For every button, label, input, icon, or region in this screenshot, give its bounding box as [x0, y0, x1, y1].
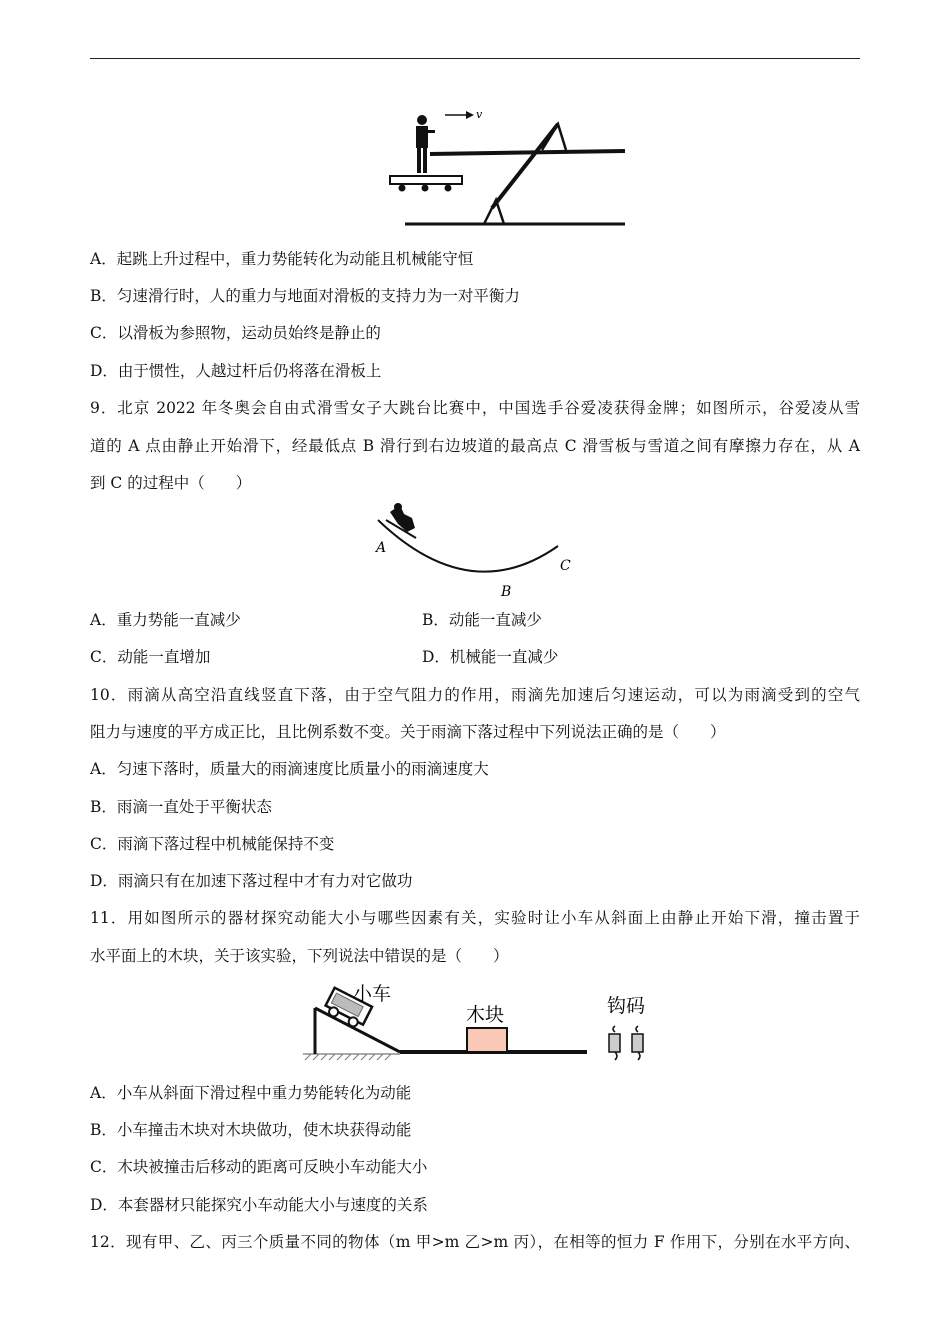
q9-stem-line1: 9．北京 2022 年冬奥会自由式滑雪女子大跳台比赛中，中国选手谷爱凌获得金牌；如图所示，谷爱凌从雪	[90, 399, 860, 417]
incline-cart-figure	[295, 978, 665, 1070]
q8-option-a: A．起跳上升过程中，重力势能转化为动能且机械能守恒	[90, 250, 474, 268]
q8-option-c: C．以滑板为参照物，运动员始终是静止的	[90, 324, 381, 342]
block-label: 木块	[466, 1004, 505, 1026]
q8-option-b: B．匀速滑行时，人的重力与地面对滑板的支持力为一对平衡力	[90, 287, 520, 305]
q11-option-d: D．本套器材只能探究小车动能大小与速度的关系	[90, 1196, 428, 1214]
q11-option-c: C．木块被撞击后移动的距离可反映小车动能大小	[90, 1158, 428, 1176]
q10-option-b: B．雨滴一直处于平衡状态	[90, 798, 272, 816]
q11-stem-line1: 11．用如图所示的器材探究动能大小与哪些因素有关，实验时让小车从斜面上由静止开始下滑，撞击置于	[90, 909, 860, 927]
q9-option-b: B．动能一直减少	[422, 611, 542, 629]
velocity-label: v	[476, 108, 483, 121]
q10-option-a: A．匀速下落时，质量大的雨滴速度比质量小的雨滴速度大	[90, 760, 489, 778]
q12-stem-line1: 12．现有甲、乙、丙三个质量不同的物体（m 甲>m 乙>m 丙），在相等的恒力 F 作用下，分别在水平方向、	[90, 1233, 860, 1251]
q11-option-b: B．小车撞击木块对木块做功，使木块获得动能	[90, 1121, 412, 1139]
q10-stem-line1: 10．雨滴从高空沿直线竖直下落，由于空气阻力的作用，雨滴先加速后匀速运动，可以为雨滴受到的空气	[90, 686, 860, 704]
q11-stem-line2: 水平面上的木块，关于该实验，下列说法中错误的是（ ）	[90, 947, 509, 965]
q10-stem-line2: 阻力与速度的平方成正比，且比例系数不变。关于雨滴下落过程中下列说法正确的是（ ）	[90, 723, 726, 741]
q10-option-c: C．雨滴下落过程中机械能保持不变	[90, 835, 335, 853]
point-b-label: B	[501, 584, 512, 600]
q9-option-d: D．机械能一直减少	[422, 648, 559, 666]
q11-option-a: A．小车从斜面下滑过程中重力势能转化为动能	[90, 1084, 412, 1102]
q9-stem-line3: 到 C 的过程中（ ）	[90, 474, 252, 492]
q9-option-a: A．重力势能一直减少	[90, 611, 241, 629]
ski-slope-figure	[360, 498, 590, 603]
q10-option-d: D．雨滴只有在加速下落过程中才有力对它做功	[90, 872, 413, 890]
q9-stem-line2: 道的 A 点由静止开始滑下，经最低点 B 滑行到右边坡道的最高点 C 滑雪板与雪道之间有摩擦力存在，从 A	[90, 437, 860, 455]
skateboard-jump-figure	[380, 100, 640, 235]
weights-label: 钩码	[607, 995, 646, 1017]
cart-label: 小车	[353, 983, 392, 1005]
weight-icon	[609, 1026, 643, 1060]
q9-option-c: C．动能一直增加	[90, 648, 211, 666]
header-rule	[90, 58, 860, 59]
point-a-label: A	[376, 540, 387, 556]
point-c-label: C	[560, 558, 571, 574]
q8-option-d: D．由于惯性，人越过杆后仍将落在滑板上	[90, 362, 382, 380]
